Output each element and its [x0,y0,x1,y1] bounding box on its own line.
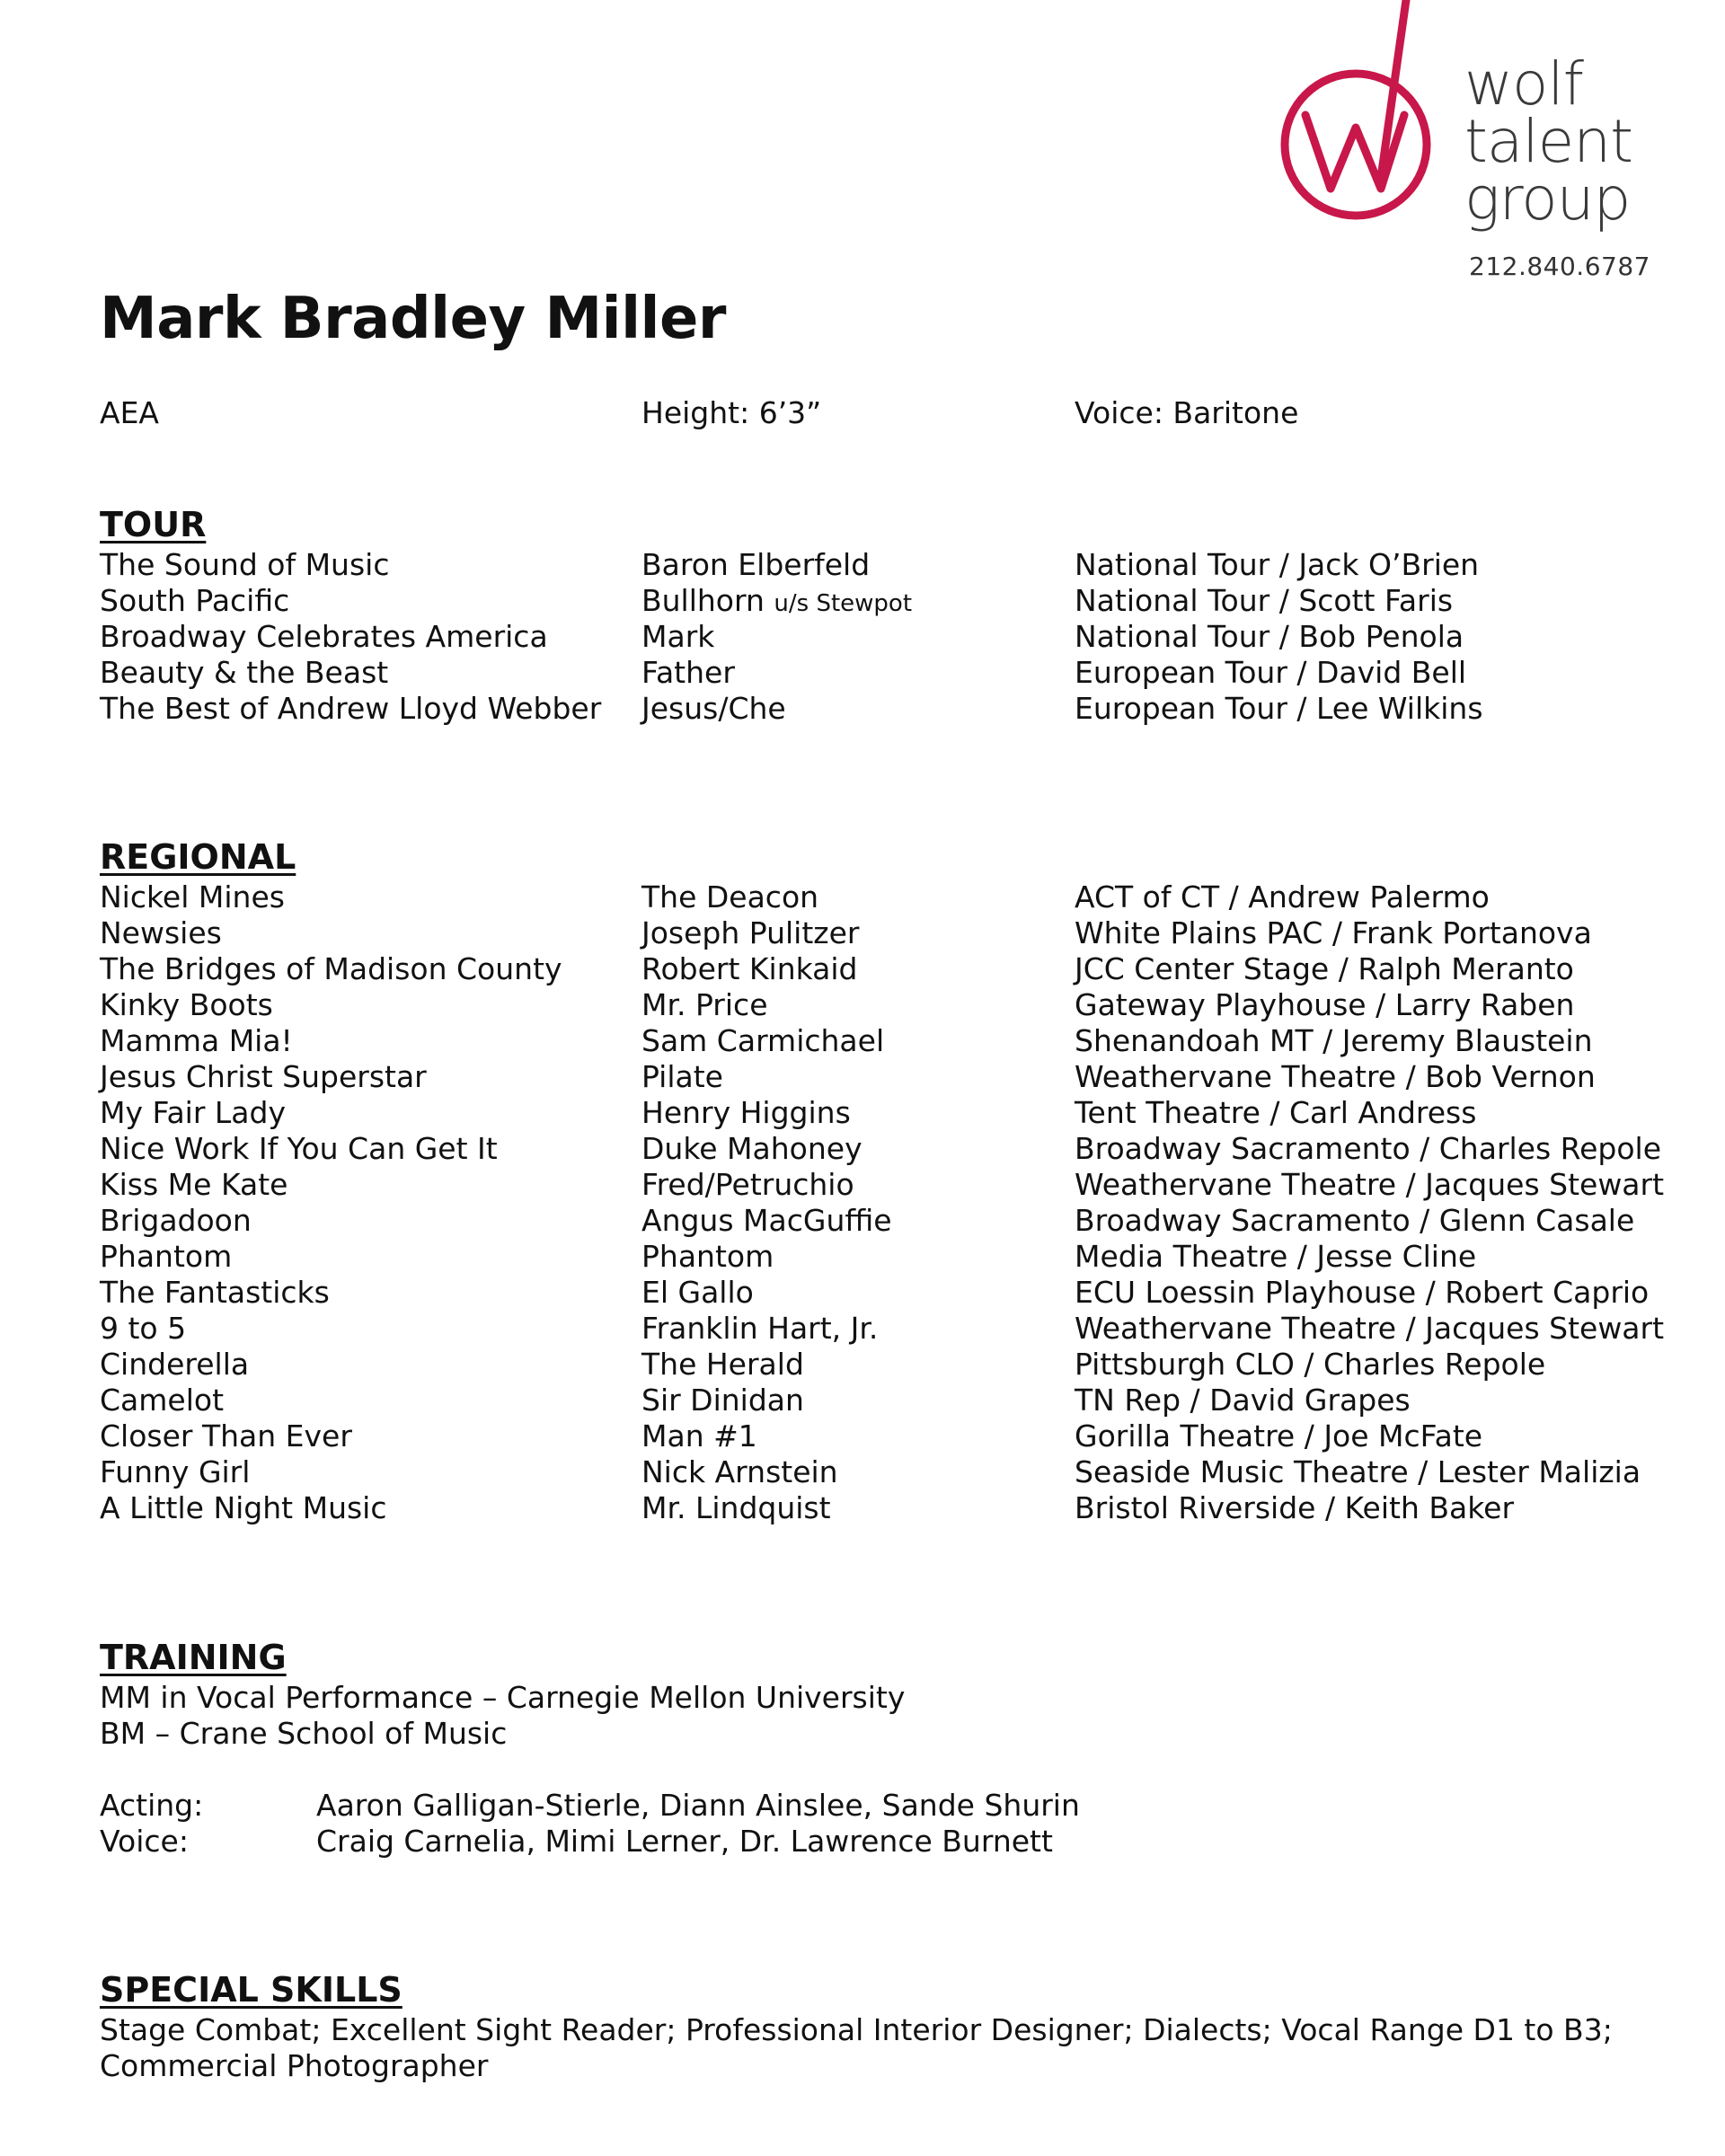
credit-venue: JCC Center Stage / Ralph Meranto [1075,951,1574,986]
logo-word: group [1464,164,1631,234]
credit-show: Beauty & the Beast [100,655,389,690]
agency-logo [1262,0,1658,287]
credit-role: Fred/Petruchio [641,1167,854,1202]
logo-wordmark [1464,49,1632,234]
credit-venue: Weathervane Theatre / Jacques Stewart [1075,1311,1665,1346]
credit-role [641,583,912,622]
credit-venue: Media Theatre / Jesse Cline [1075,1239,1477,1274]
credit-role: Nick Arnstein [641,1454,838,1489]
credit-show: Camelot [100,1383,225,1418]
credit-show: 9 to 5 [100,1311,187,1346]
credit-venue: National Tour / Bob Penola [1075,619,1464,654]
credit-role: Robert Kinkaid [641,951,858,986]
credit-role: Phantom [641,1239,774,1274]
regional-heading: REGIONAL [100,837,296,877]
credit-show: The Bridges of Madison County [100,951,562,986]
teacher-names: Craig Carnelia, Mimi Lerner, Dr. Lawrence Burnett [316,1824,1053,1859]
credit-role: The Herald [641,1347,804,1382]
credit-venue: European Tour / David Bell [1075,655,1467,690]
wolf-logo-mark [1262,0,1469,278]
credit-role-name: Mark [641,619,715,654]
skills-line: Stage Combat; Excellent Sight Reader; Professional Interior Designer; Dialects; Vocal Range D1 to B3; [100,2012,1613,2047]
credit-show: South Pacific [100,583,290,618]
skills-line: Commercial Photographer [100,2048,489,2083]
credit-show: The Best of Andrew Lloyd Webber [100,691,602,726]
credit-show: My Fair Lady [100,1095,286,1130]
degree-line: BM – Crane School of Music [100,1716,508,1751]
credit-show: Kiss Me Kate [100,1167,288,1202]
agency-phone: 212.840.6787 [1469,252,1650,281]
degree-line: MM in Vocal Performance – Carnegie Mellon University [100,1680,906,1715]
credit-show: Kinky Boots [100,987,273,1022]
credit-show: Closer Than Ever [100,1418,352,1454]
credit-venue: Weathervane Theatre / Bob Vernon [1075,1059,1596,1094]
credit-role: Mr. Price [641,987,768,1022]
credit-venue: Seaside Music Theatre / Lester Malizia [1075,1454,1641,1489]
credit-role: Pilate [641,1059,723,1094]
credit-venue: White Plains PAC / Frank Portanova [1075,915,1592,950]
credit-role-name: Bullhorn [641,583,765,618]
credit-venue: Gorilla Theatre / Joe McFate [1075,1418,1483,1454]
credit-role: Sir Dinidan [641,1383,804,1418]
credit-role: The Deacon [641,879,819,915]
credit-venue: TN Rep / David Grapes [1075,1383,1411,1418]
credit-venue: Gateway Playhouse / Larry Raben [1075,987,1575,1022]
union-status: AEA [100,395,159,430]
credit-show: Phantom [100,1239,233,1274]
credit-role [641,619,714,655]
height-stat: Height: 6’3” [641,395,822,430]
credit-venue: National Tour / Scott Faris [1075,583,1454,618]
credit-venue: Weathervane Theatre / Jacques Stewart [1075,1167,1665,1202]
credit-role: Duke Mahoney [641,1131,862,1166]
training-heading: TRAINING [100,1638,287,1677]
credit-role: Sam Carmichael [641,1023,885,1058]
credit-role: Franklin Hart, Jr. [641,1311,879,1346]
performer-name: Mark Bradley Miller [100,286,726,352]
tour-heading: TOUR [100,505,207,544]
credit-role-name: Jesus/Che [641,691,786,726]
credit-role: Joseph Pulitzer [641,915,860,950]
credit-venue: Shenandoah MT / Jeremy Blaustein [1075,1023,1593,1058]
credit-show: Brigadoon [100,1203,252,1238]
credit-role: Mr. Lindquist [641,1490,831,1525]
credit-venue: Broadway Sacramento / Charles Repole [1075,1131,1662,1166]
logo-word: wolf [1464,49,1583,119]
credit-show: The Sound of Music [100,547,390,582]
credit-show: Funny Girl [100,1454,251,1489]
credit-show: Broadway Celebrates America [100,619,548,654]
credit-role: Angus MacGuffie [641,1203,892,1238]
credit-venue: ECU Loessin Playhouse / Robert Caprio [1075,1275,1650,1310]
credit-show: Nice Work If You Can Get It [100,1131,498,1166]
credit-show: Newsies [100,915,222,950]
credit-role [641,691,786,727]
credit-role: Man #1 [641,1418,757,1454]
credit-role [641,655,735,691]
credit-role-name: Father [641,655,735,690]
credit-show: Jesus Christ Superstar [100,1059,427,1094]
credit-venue: Bristol Riverside / Keith Baker [1075,1490,1515,1525]
credit-role [641,547,870,583]
credit-show: A Little Night Music [100,1490,387,1525]
credit-show: The Fantasticks [100,1275,330,1310]
understudy-note: u/s Stewpot [774,590,913,617]
credit-venue: European Tour / Lee Wilkins [1075,691,1483,726]
voice-stat: Voice: Baritone [1075,395,1299,430]
skills-heading: SPECIAL SKILLS [100,1970,402,2010]
credit-role-name: Baron Elberfeld [641,547,871,582]
credit-show: Cinderella [100,1347,250,1382]
credit-venue: Broadway Sacramento / Glenn Casale [1075,1203,1635,1238]
credit-venue: Tent Theatre / Carl Andress [1075,1095,1477,1130]
logo-word: talent [1464,107,1632,176]
credit-role: Henry Higgins [641,1095,851,1130]
teacher-names: Aaron Galligan-Stierle, Diann Ainslee, Sande Shurin [316,1788,1080,1823]
credit-venue: ACT of CT / Andrew Palermo [1075,879,1490,915]
credit-venue: National Tour / Jack O’Brien [1075,547,1480,582]
credit-show: Nickel Mines [100,879,285,915]
credit-show: Mamma Mia! [100,1023,293,1058]
credit-venue: Pittsburgh CLO / Charles Repole [1075,1347,1546,1382]
credit-role: El Gallo [641,1275,754,1310]
teacher-label: Voice: [100,1824,189,1859]
teacher-label: Acting: [100,1788,204,1823]
